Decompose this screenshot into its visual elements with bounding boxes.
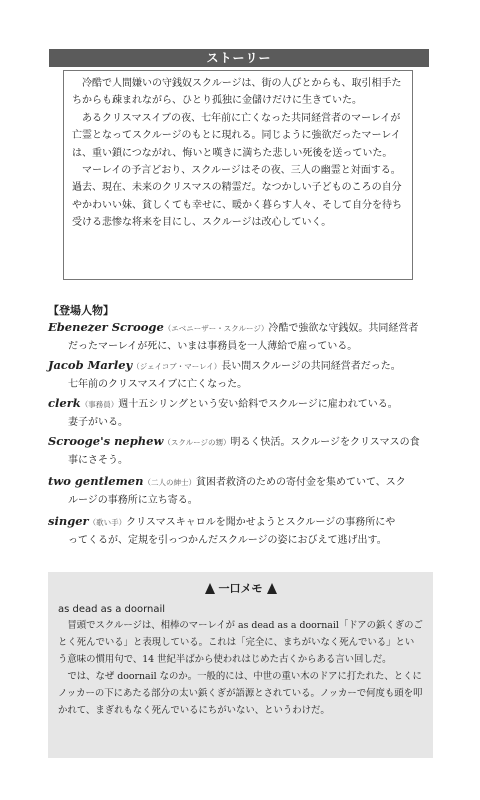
character-desc: ルージの事務所に立ち寄る。 [68,495,198,506]
memo-phrase: as dead as a doornail [58,604,166,615]
character-entry [48,356,433,394]
character-desc: ってくるが、定規を引っつかんだスクルージの姿におびえて逃げ出す。 [68,535,387,546]
character-desc: 七年前のクリスマスイブに亡くなった。 [68,379,248,390]
story-header: ストーリー [49,49,429,67]
character-entry [48,512,433,550]
character-desc: だったマーレイが死に、いまは事務員を一人薄給で雇っている。 [68,341,358,352]
character-reading: （歌い手） [88,518,127,527]
character-entry [48,472,433,510]
story-paragraph: マーレイの予言どおり、スクルージはその夜、三人の幽霊と対面する。過去、現在、未来のクリスマスの精霊だ。なつかしい子どものころの自分やかわいい妹、貧しくても幸せに、暖かく暮らす人々、そして自分を待ち受ける悲惨な将来を目にし、スクルージは改心していく。 [72,165,402,229]
character-name: Jacob Marley [48,358,133,372]
character-desc: 冷酷で強欲な守銭奴。共同経営者 [268,323,419,334]
character-entry [48,432,433,470]
character-reading: （スクルージの甥） [163,438,231,447]
memo-paragraph: では、なぜ doornail なのか。一般的には、中世の重い木のドアに打たれた、とくにノッカーの下にあたる部分の太い鋲くぎが語源とされている。ノッカーで何度も頭を叩かれて、まぎれもなく死んでいるにちがいない、というわけだ。 [58,671,423,716]
memo-paragraph: 冒頭でスクルージは、相棒のマーレイが as dead as a doornail「ドアの鋲くぎのごとく死んでいる」と表現している。これは「完全に、まちがいなく死んでいる」という意味の慣用句で、14 世紀半ばから使われはじめた古くからある言い回しだ。 [58,620,423,665]
character-entry [48,394,433,432]
character-desc: 長い間スクルージの共同経営者だった。 [221,361,401,372]
character-reading: （事務員） [80,400,119,409]
characters-title: 【登場人物】 [48,304,114,317]
character-entry [48,318,433,356]
character-reading: （エベニーザー・スクルージ） [163,324,269,333]
character-desc: 事にさそう。 [68,455,128,466]
character-reading: （二人の紳士） [143,478,196,487]
character-name: two gentlemen [48,474,144,488]
story-paragraph: 冷酷で人間嫌いの守銭奴スクルージは、街の人びとからも、取引相手たちからも疎まれながら、ひとり孤独に金儲けだけに生きていた。 [72,78,402,107]
character-name: clerk [48,396,81,410]
tree-icon [205,583,215,594]
memo-title [58,580,423,594]
character-desc: 明るく快活。スクルージをクリスマスの食 [230,437,420,448]
character-desc: クリスマスキャロルを聞かせようとスクルージの事務所にや [126,517,396,528]
memo-box [48,572,433,758]
character-name: singer [48,514,89,528]
character-desc: 週十五シリングという安い給料でスクルージに雇われている。 [118,399,398,410]
character-desc: 妻子がいる。 [68,417,128,428]
character-name: Ebenezer Scrooge [48,320,164,334]
memo-title-text: 一口メモ [218,582,263,595]
tree-icon [267,583,277,594]
character-name: Scrooge's nephew [48,434,164,448]
character-reading: （ジェイコブ・マーレイ） [132,362,222,371]
story-paragraph: あるクリスマスイブの夜、七年前に亡くなった共同経営者のマーレイが亡霊となってスクルージのもとに現れる。同じように強欲だったマーレイは、重い鎖につながれ、悔いと嘆きに満ちた悲しい死後を送っていた。 [72,112,401,159]
character-desc: 貧困者救済のための寄付金を集めていて、スク [195,477,406,488]
story-box [63,70,413,280]
